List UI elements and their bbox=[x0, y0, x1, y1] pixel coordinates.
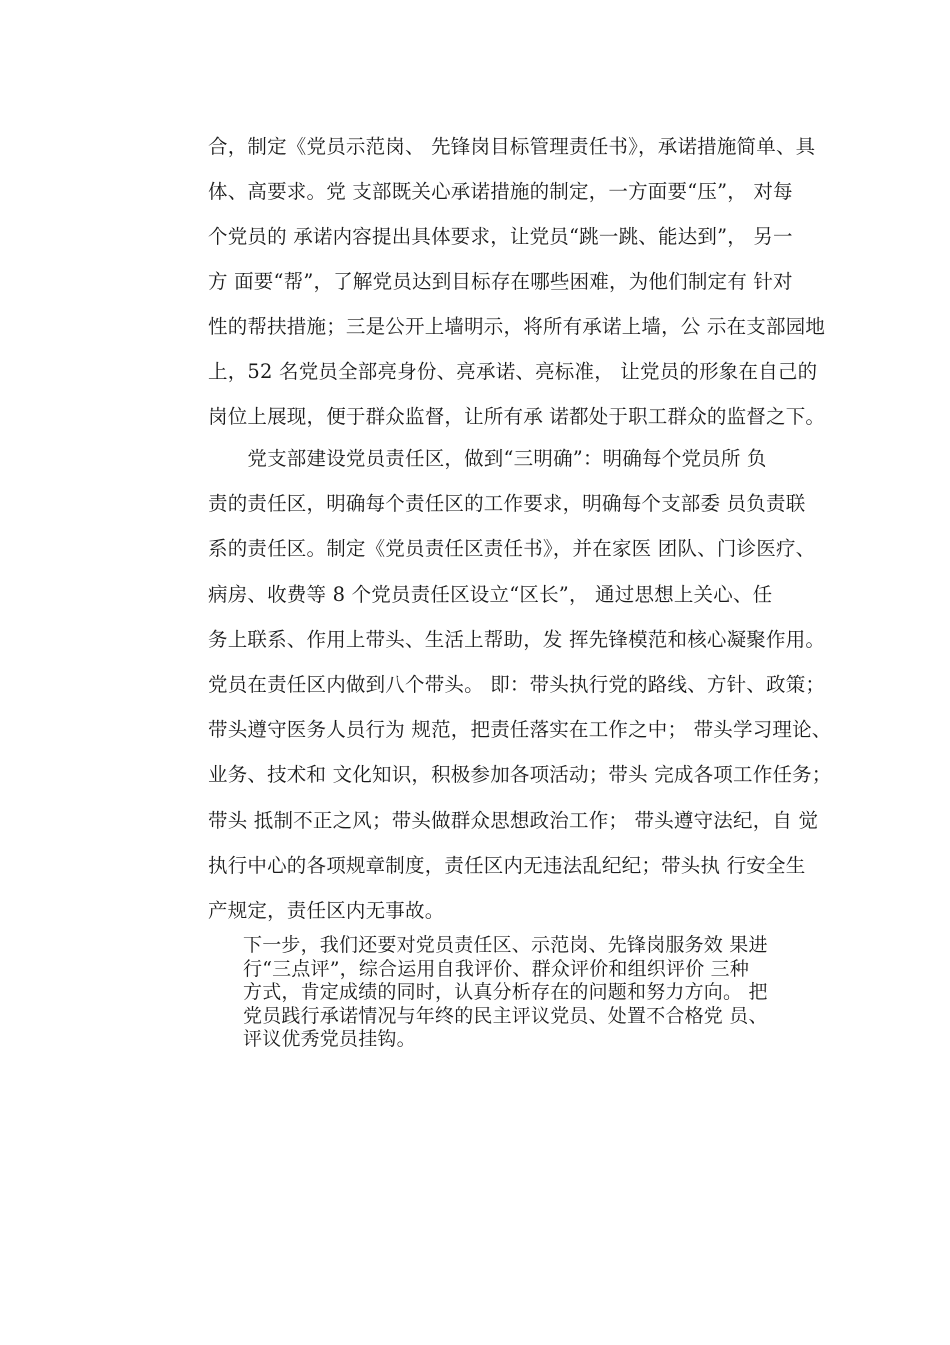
text-line: 党员践行承诺情况与年终的民主评议党员、处置不合格党 员、 bbox=[243, 1004, 768, 1027]
text-line: 评议优秀党员挂钩。 bbox=[243, 1028, 416, 1050]
text-line: 下一步，我们还要对党员责任区、示范岗、先锋岗服务效 果进 bbox=[243, 934, 768, 956]
text-line: 方 面要“帮”，了解党员达到目标存在哪些困难，为他们制定有 针对 bbox=[208, 270, 793, 293]
text-line: 方式，肯定成绩的同时，认真分析存在的问题和努力方向。 把 bbox=[243, 981, 768, 1003]
text-line: 党员在责任区内做到八个带头。 即：带头执行党的路线、方针、政策； bbox=[208, 672, 826, 696]
paragraph-commitment bbox=[208, 124, 828, 439]
text-line: 责的责任区，明确每个责任区的工作要求，明确每个支部委 员负责联 bbox=[208, 492, 806, 516]
text-line: 岗位上展现，便于群众监督，让所有承 诺都处于职工群众的监督之下。 bbox=[208, 405, 826, 428]
text-line: 上，52 名党员全部亮身份、亮承诺、亮标准， 让党员的形象在自己的 bbox=[208, 360, 818, 383]
text-line: 病房、收费等 8 个党员责任区设立“区长”， 通过思想上关心、任 bbox=[208, 582, 773, 606]
text-line: 带头遵守医务人员行为 规范，把责任落实在工作之中； 带头学习理论、 bbox=[208, 718, 832, 742]
text-line: 个党员的 承诺内容提出具体要求，让党员“跳一跳、能达到”， 另一 bbox=[208, 225, 793, 248]
text-line: 业务、技术和 文化知识，积极参加各项活动；带头 完成各项工作任务； bbox=[208, 763, 832, 787]
text-line: 性的帮扶措施；三是公开上墙明示，将所有承诺上墙，公 示在支部园地 bbox=[208, 315, 826, 338]
text-line: 务上联系、作用上带头、生活上帮助，发 挥先锋模范和核心凝聚作用。 bbox=[208, 627, 826, 651]
text-line: 产规定，责任区内无事故。 bbox=[208, 898, 445, 922]
text-line: 系的责任区。制定《党员责任区责任书》，并在家医 团队、门诊医疗、 bbox=[208, 537, 816, 561]
text-line: 行“三点评”，综合运用自我评价、群众评价和组织评价 三种 bbox=[243, 957, 750, 980]
paragraph-responsibility-zone bbox=[208, 436, 832, 933]
text-line: 体、高要求。党 支部既关心承诺措施的制定，一方面要“压”， 对每 bbox=[208, 180, 793, 203]
text-line: 合，制定《党员示范岗、 先锋岗目标管理责任书》，承诺措施简单、具 bbox=[208, 135, 816, 158]
text-line: 执行中心的各项规章制度，责任区内无违法乱纪纪；带头执 行安全生 bbox=[208, 853, 806, 877]
text-line: 党支部建设党员责任区，做到“三明确”：明确每个党员所 负 bbox=[208, 447, 767, 470]
text-line: 带头 抵制不正之风；带头做群众思想政治工作； 带头遵守法纪，自 觉 bbox=[208, 808, 819, 832]
paragraph-next-step bbox=[243, 934, 833, 1052]
